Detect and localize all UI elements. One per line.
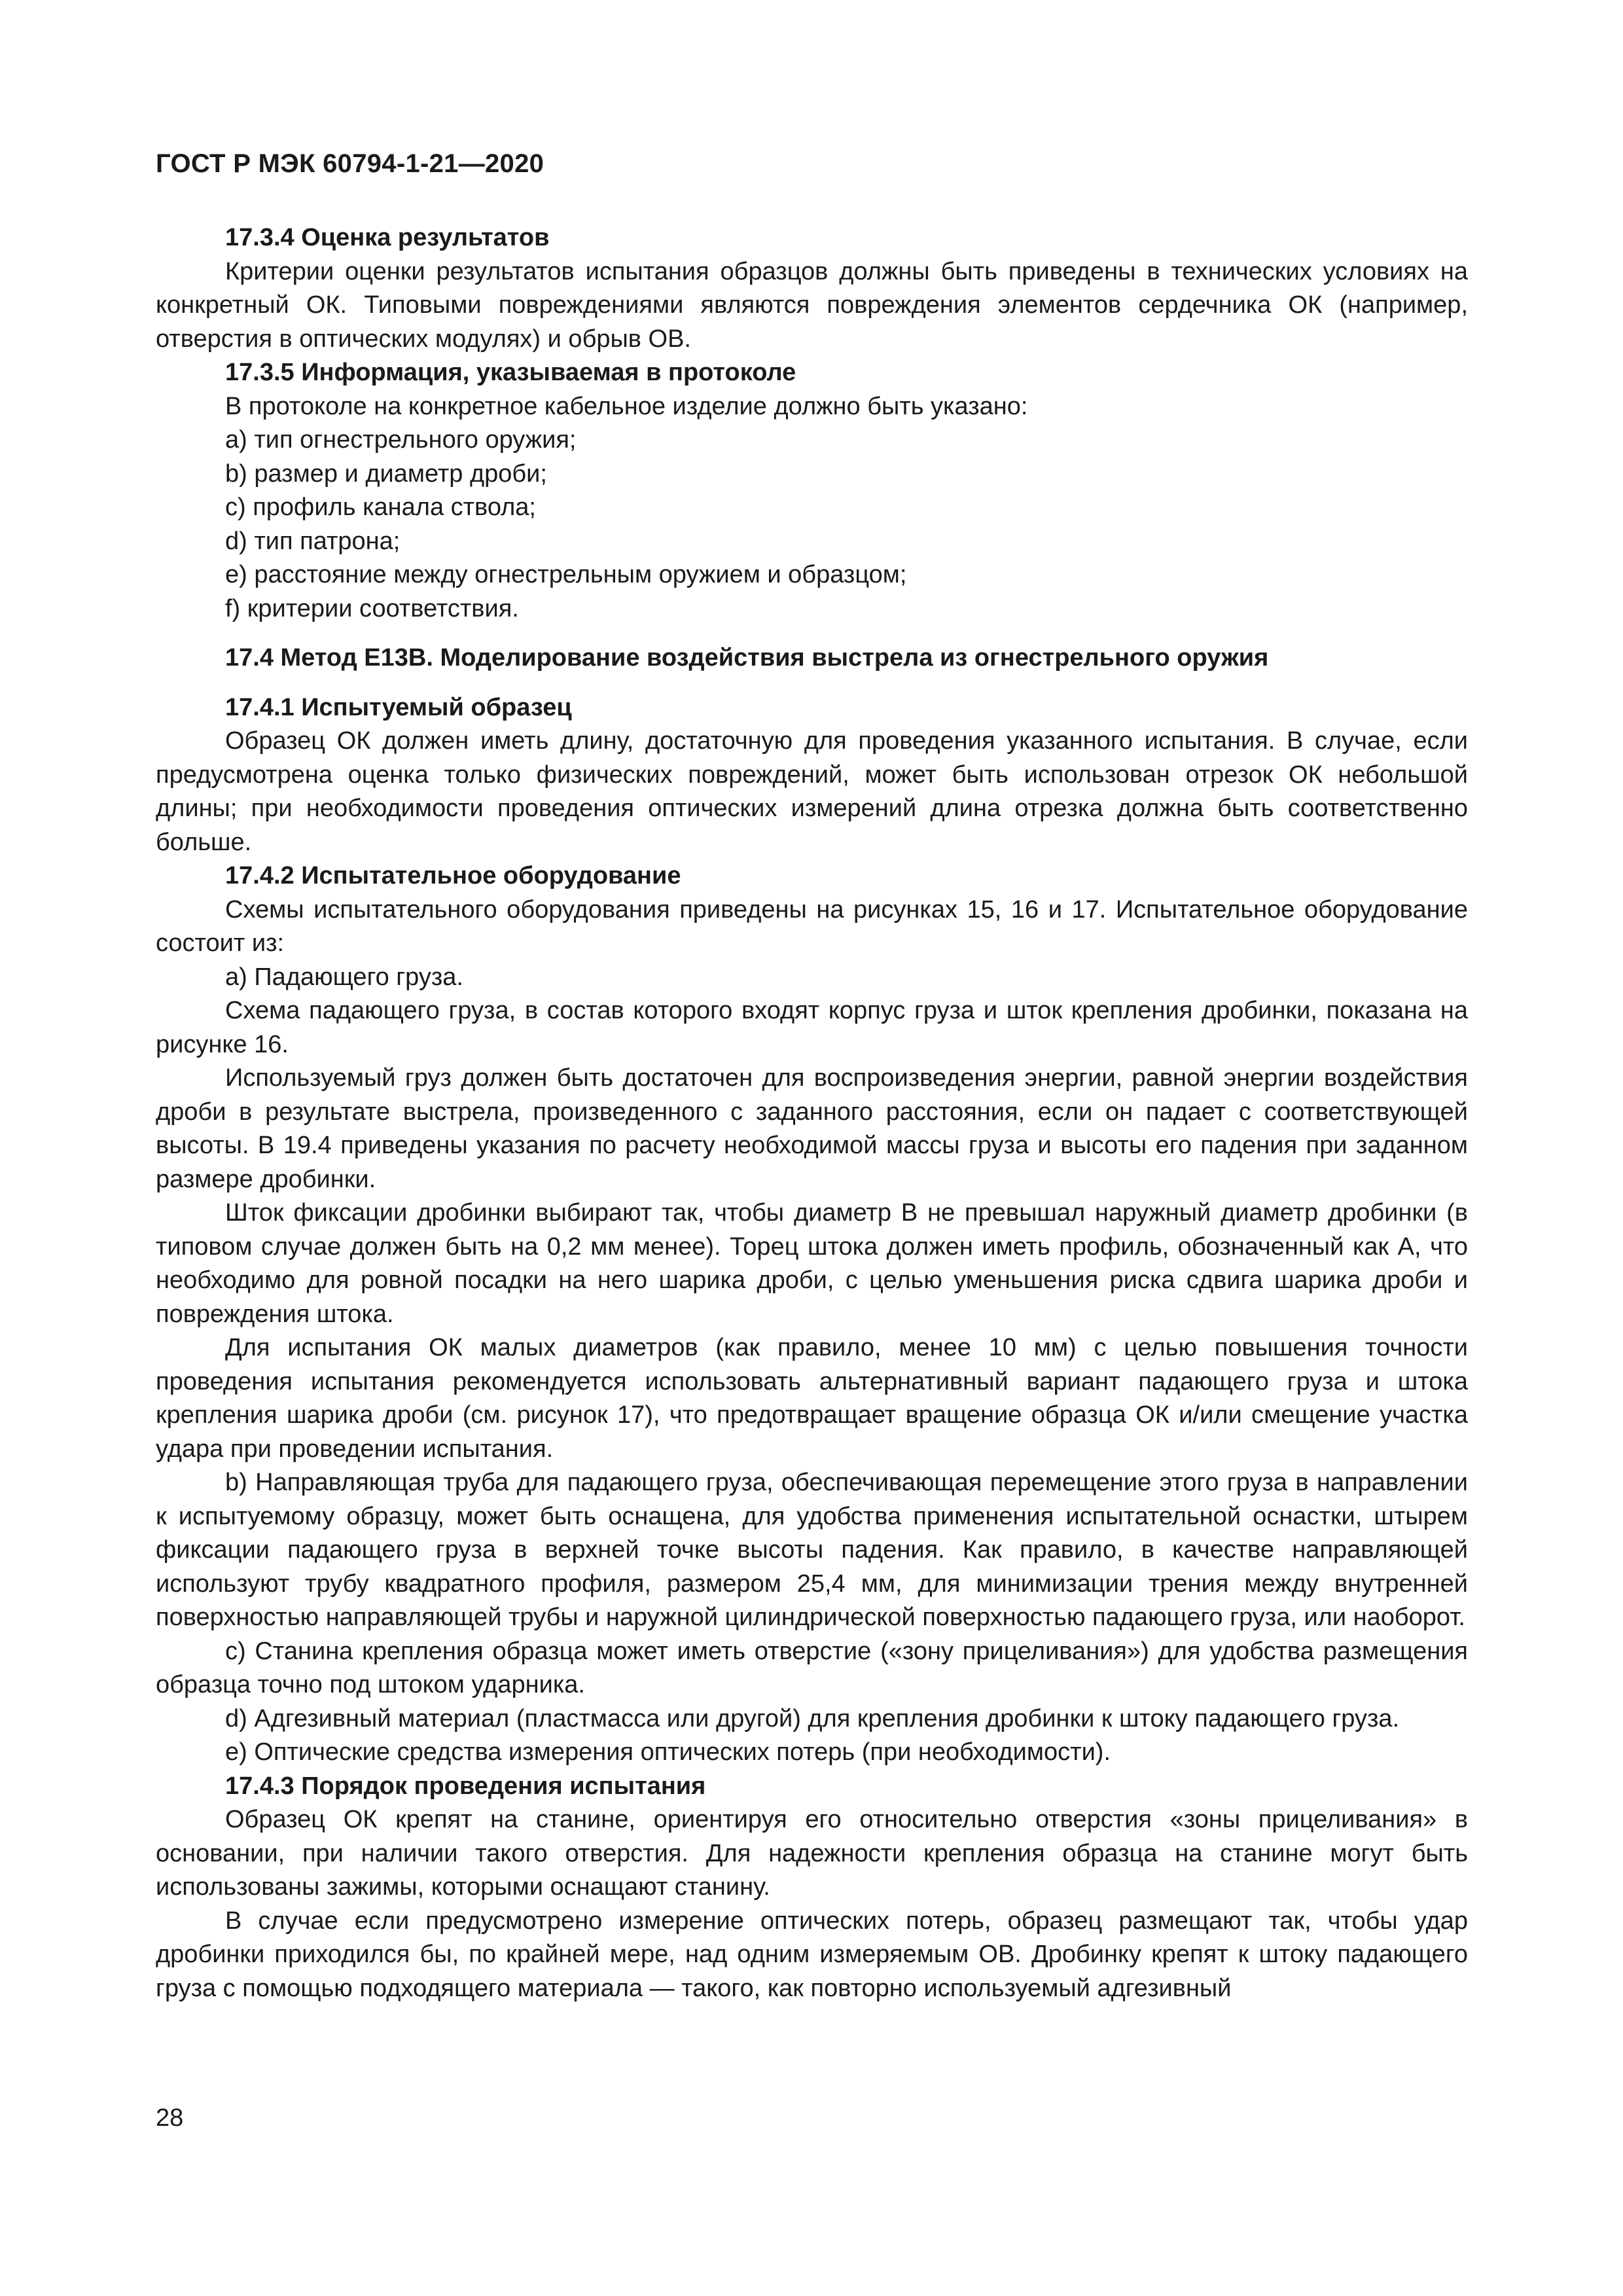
paragraph: В протоколе на конкретное кабельное изделие должно быть указано: <box>225 392 1028 420</box>
section-heading-17-4-2: 17.4.2 Испытательное оборудование <box>225 862 681 889</box>
paragraph: Схема падающего груза, в состав которого входят корпус груза и шток крепления дробинки, показана на рисунке 16. <box>156 997 1468 1058</box>
section-heading-17-4-1: 17.4.1 Испытуемый образец <box>225 693 572 721</box>
section-heading-17-4: 17.4 Метод E13B. Моделирование воздействия выстрела из огнестрельного оружия <box>225 644 1269 672</box>
document-body <box>156 221 1468 2005</box>
list-item: d) тип патрона; <box>225 527 401 555</box>
paragraph: Схемы испытательного оборудования приведены на рисунках 15, 16 и 17. Испытательное оборудование состоит из: <box>156 895 1468 957</box>
paragraph: e) Оптические средства измерения оптических потерь (при необходимости). <box>225 1738 1111 1766</box>
list-item: b) размер и диаметр дроби; <box>225 459 547 488</box>
section-heading-17-3-4: 17.3.4 Оценка результатов <box>225 224 550 251</box>
paragraph: Шток фиксации дробинки выбирают так, чтобы диаметр B не превышал наружный диаметр дробинки (в типовом случае должен быть на 0,2 мм менее). Торец штока должен иметь профиль, обозначенный как A, что необходимо для ровной посадки на него шарика дроби, с целью уменьшения риска сдвига шарика дроби и повреждения штока. <box>156 1199 1468 1328</box>
paragraph: Образец ОК крепят на станине, ориентируя его относительно отверстия «зоны прицеливания» в основании, при наличии такого отверстия. Для надежности крепления образца на станине могут быть использованы зажимы, которыми оснащают станину. <box>156 1806 1468 1901</box>
document-header: ГОСТ Р МЭК 60794-1-21—2020 <box>156 149 544 178</box>
paragraph: Образец ОК должен иметь длину, достаточную для проведения указанного испытания. В случае, если предусмотрена оценка только физических повреждений, может быть использован отрезок ОК небольшой длины; при необходимости проведения оптических измерений длина отрезка должна быть соответственно больше. <box>156 727 1468 856</box>
paragraph: d) Адгезивный материал (пластмасса или другой) для крепления дробинки к штоку падающего груза. <box>225 1704 1400 1732</box>
paragraph: Используемый груз должен быть достаточен для воспроизведения энергии, равной энергии воздействия дроби в результате выстрела, произведенного с заданного расстояния, если он падает с соответствующей высоты. В 19.4 приведены указания по расчету необходимой массы груза и высоты его падения при заданном размере дробинки. <box>156 1064 1468 1193</box>
list-item: c) профиль канала ствола; <box>225 493 536 521</box>
list-item: f) критерии соответствия. <box>225 594 519 622</box>
paragraph: В случае если предусмотрено измерение оптических потерь, образец размещают так, чтобы удар дробинки приходился бы, по крайней мере, над одним измеряемым ОВ. Дробинку крепят к штоку падающего груза с помощью подходящего материала — такого, как повторно используемый адгезивный <box>156 1907 1468 2002</box>
paragraph: b) Направляющая труба для падающего груза, обеспечивающая перемещение этого груза в направлении к испытуемому образцу, может быть оснащена, для удобства применения испытательной оснастки, штырем фиксации падающего груза в верхней точке высоты падения. Как правило, в качестве направляющей используют трубу квадратного профиля, размером 25,4 мм, для минимизации трения между внутренней поверхностью направляющей трубы и наружной цилиндрической поверхностью падающего груза, или наоборот. <box>156 1469 1468 1631</box>
section-heading-17-3-5: 17.3.5 Информация, указываемая в протоколе <box>225 359 796 386</box>
paragraph: Критерии оценки результатов испытания образцов должны быть приведены в технических условиях на конкретный ОК. Типовыми повреждениями являются повреждения элементов сердечника ОК (например, отверстия в оптических модулях) и обрыв ОВ. <box>156 257 1468 353</box>
paragraph: c) Станина крепления образца может иметь отверстие («зону прицеливания») для удобства размещения образца точно под штоком ударника. <box>156 1637 1468 1698</box>
list-item: a) тип огнестрельного оружия; <box>225 426 577 454</box>
list-item: e) расстояние между огнестрельным оружием и образцом; <box>225 561 907 588</box>
page-number: 28 <box>156 2104 184 2132</box>
paragraph: Для испытания ОК малых диаметров (как правило, менее 10 мм) с целью повышения точности проведения испытания рекомендуется использовать альтернативный вариант падающего груза и штока крепления шарика дроби (см. рисунок 17), что предотвращает вращение образца ОК и/или смещение участка удара при проведении испытания. <box>156 1334 1468 1463</box>
paragraph: a) Падающего груза. <box>225 963 463 991</box>
section-heading-17-4-3: 17.4.3 Порядок проведения испытания <box>225 1772 706 1800</box>
